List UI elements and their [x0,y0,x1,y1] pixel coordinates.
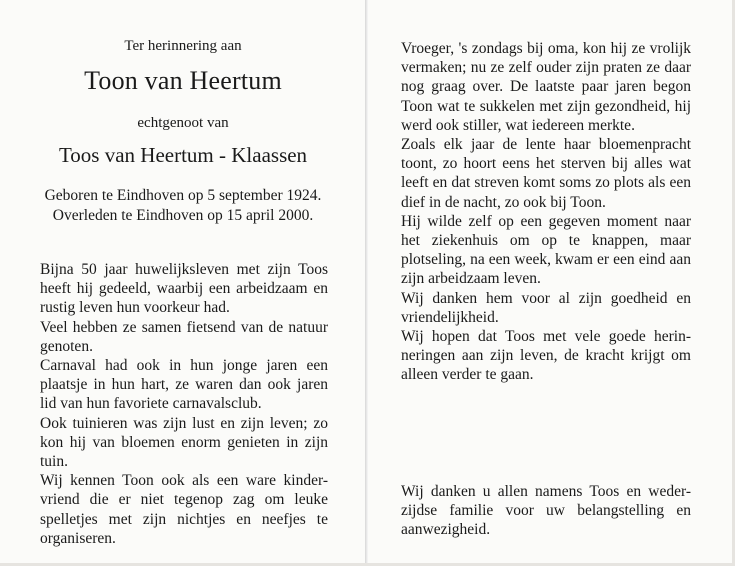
left-page [0,0,366,566]
spouse-name: Toos van Heertum - Klaassen [58,143,308,167]
left-body-text [40,260,328,548]
relation-text: echtgenoot van [137,115,229,131]
right-body-text [401,39,691,385]
paragraph: Vroeger, 's zondags bij oma, kon hij ze vrolijk vermaken; nu ze zelf ouder zijn praten ze daar nog graag over. De laatste paar jaren begon Toon wat te sukkelen met zijn gezondheid, hij werd ook stiller, wat iedereen merkte. [401,40,691,134]
paragraph: Wij kennen Toon ook als een ware kinder-vriend die er niet tegenop zag om leuke spelletjes met zijn nichtjes en neefjes te organiseren. [40,472,328,547]
paragraph: Hij wilde zelf op een gegeven moment naar het ziekenhuis om op te knappen, maar plotseling, na een week, kwam er een eind aan zijn arbeidzaam leven. [401,212,691,288]
thanks-text [401,482,691,540]
dates-block [0,186,366,226]
paragraph: Ook tuinieren was zijn lust en zijn leven; zo kon hij van bloemen enorm genieten in zijn tuin. [40,414,328,471]
paragraph: Zoals elk jaar de lente haar bloemenpracht toont, zo hoort eens het sterven bij alles wat leeft en dat streven komt soms zo plots als een dief in de nacht, zo ook bij Toon. [401,136,691,211]
paragraph: Wij hopen dat Toos met vele goede herin-neringen aan zijn leven, de kracht krijgt om alleen verder te gaan. [401,328,691,384]
paragraph: Carnaval had ook in hun jonge jaren een plaatsje in hun hart, ze waren dan ook jaren lid van hun favoriete carnavalsclub. [40,357,328,413]
paragraph: Veel hebben ze samen fietsend van de natuur genoten. [40,318,328,355]
intro-text: Ter herinnering aan [124,38,242,54]
death-line: Overleden te Eindhoven op 15 april 2000. [52,207,314,224]
paragraph: Wij danken u allen namens Toos en weder-zijdse familie voor uw belangstelling en aanwezigheid. [401,483,691,539]
right-page [367,0,735,566]
deceased-name: Toon van Heertum [84,66,282,95]
paragraph: Bijna 50 jaar huwelijksleven met zijn Toos heeft hij gedeeld, waarbij een arbeidzaam en rustig leven hun voorkeur had. [40,261,328,317]
paragraph: Wij danken hem voor al zijn goedheid en vriendelijkheid. [401,289,691,326]
birth-line: Geboren te Eindhoven op 5 september 1924. [44,187,322,204]
